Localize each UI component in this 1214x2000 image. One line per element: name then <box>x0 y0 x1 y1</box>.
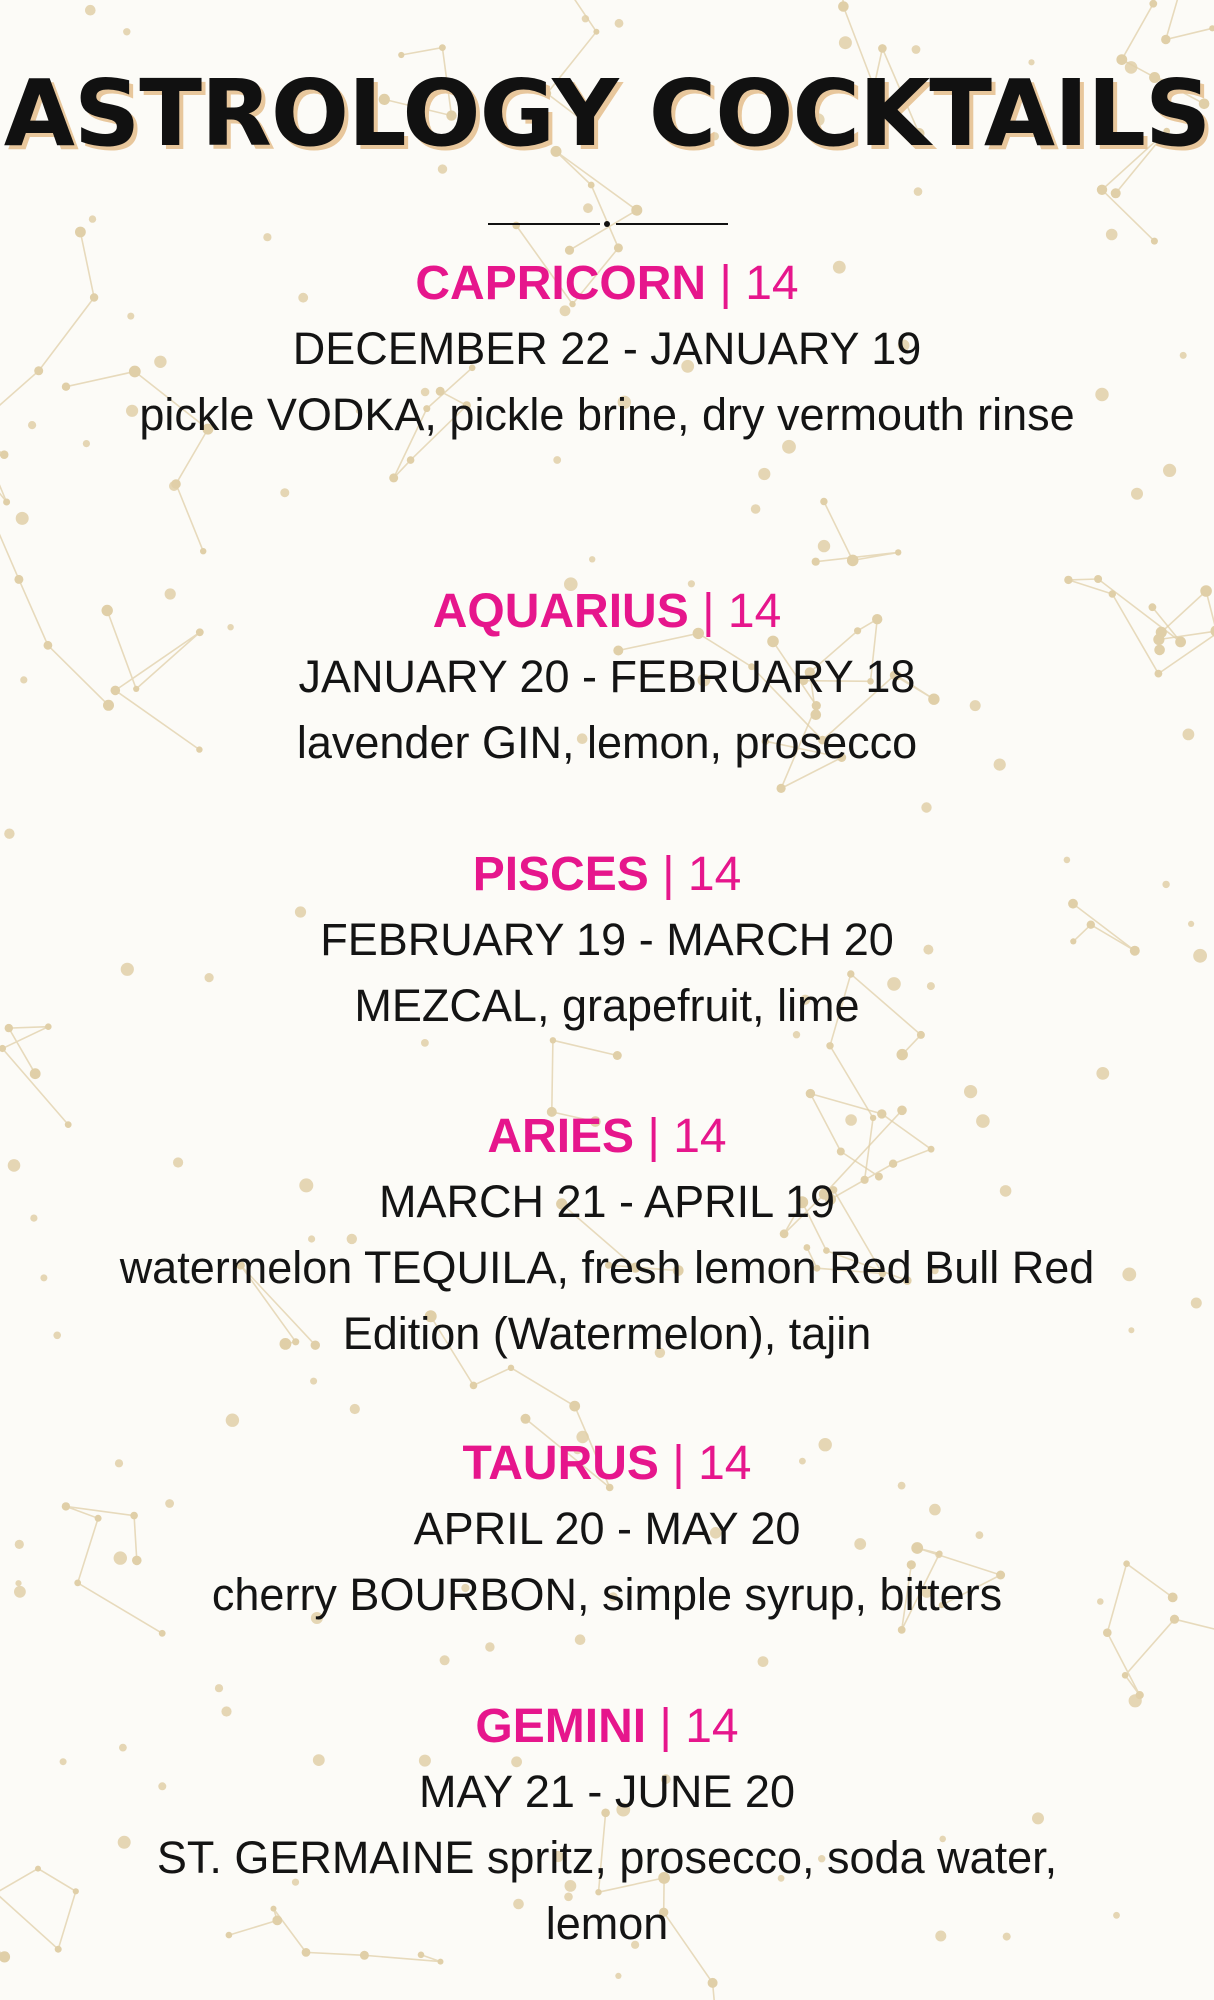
divider-dot <box>604 221 610 227</box>
sign-separator: | <box>662 848 675 901</box>
sign-taurus <box>60 1432 1154 1628</box>
cocktail-ingredients: watermelon TEQUILA, fresh lemon Red Bull Red Edition (Watermelon), tajin <box>119 1242 1095 1359</box>
sign-heading <box>60 843 1154 907</box>
sign-heading <box>60 1105 1154 1169</box>
divider-line-left <box>488 223 600 225</box>
sign-separator: | <box>719 257 732 310</box>
sign-price: 14 <box>727 585 782 638</box>
cocktail-ingredients: lavender GIN, lemon, prosecco <box>296 717 918 768</box>
sign-name: CAPRICORN <box>415 257 707 310</box>
sign-name: ARIES <box>487 1110 635 1163</box>
sign-dates: DECEMBER 22 - JANUARY 19 <box>292 323 922 374</box>
sign-aries <box>60 1105 1154 1367</box>
sign-capricorn <box>60 252 1154 448</box>
sign-heading <box>60 1432 1154 1496</box>
sign-price: 14 <box>685 1700 739 1753</box>
sign-heading <box>60 1695 1154 1759</box>
sign-dates: JANUARY 20 - FEBRUARY 18 <box>298 651 916 702</box>
sign-separator: | <box>702 585 715 638</box>
sign-price: 14 <box>673 1110 727 1163</box>
sign-dates: MAY 21 - JUNE 20 <box>419 1766 795 1817</box>
cocktail-ingredients: cherry BOURBON, simple syrup, bitters <box>211 1569 1003 1620</box>
sign-dates: MARCH 21 - APRIL 19 <box>379 1176 835 1227</box>
sign-price: 14 <box>687 848 742 901</box>
sign-name: TAURUS <box>462 1437 659 1490</box>
cocktail-ingredients: pickle VODKA, pickle brine, dry vermouth rinse <box>139 389 1075 440</box>
sign-name: GEMINI <box>475 1700 647 1753</box>
cocktail-ingredients: MEZCAL, grapefruit, lime <box>354 980 860 1031</box>
sign-pisces <box>60 843 1154 1039</box>
menu-title: ASTROLOGY COCKTAILS <box>3 60 1211 167</box>
title-divider <box>488 218 728 230</box>
sign-separator: | <box>659 1700 672 1753</box>
cocktail-ingredients: ST. GERMAINE spritz, prosecco, soda water, lemon <box>156 1832 1058 1949</box>
sign-name: AQUARIUS <box>432 585 689 638</box>
sign-name: PISCES <box>472 848 649 901</box>
sign-price: 14 <box>745 257 799 310</box>
divider-line-right <box>616 223 728 225</box>
sign-price: 14 <box>698 1437 752 1490</box>
sign-dates: APRIL 20 - MAY 20 <box>413 1503 801 1554</box>
sign-dates: FEBRUARY 19 - MARCH 20 <box>320 914 894 965</box>
sign-separator: | <box>672 1437 685 1490</box>
sign-heading <box>60 580 1154 644</box>
sign-heading <box>60 252 1154 316</box>
sign-gemini <box>60 1695 1154 1957</box>
sign-aquarius <box>60 580 1154 776</box>
sign-separator: | <box>647 1110 660 1163</box>
